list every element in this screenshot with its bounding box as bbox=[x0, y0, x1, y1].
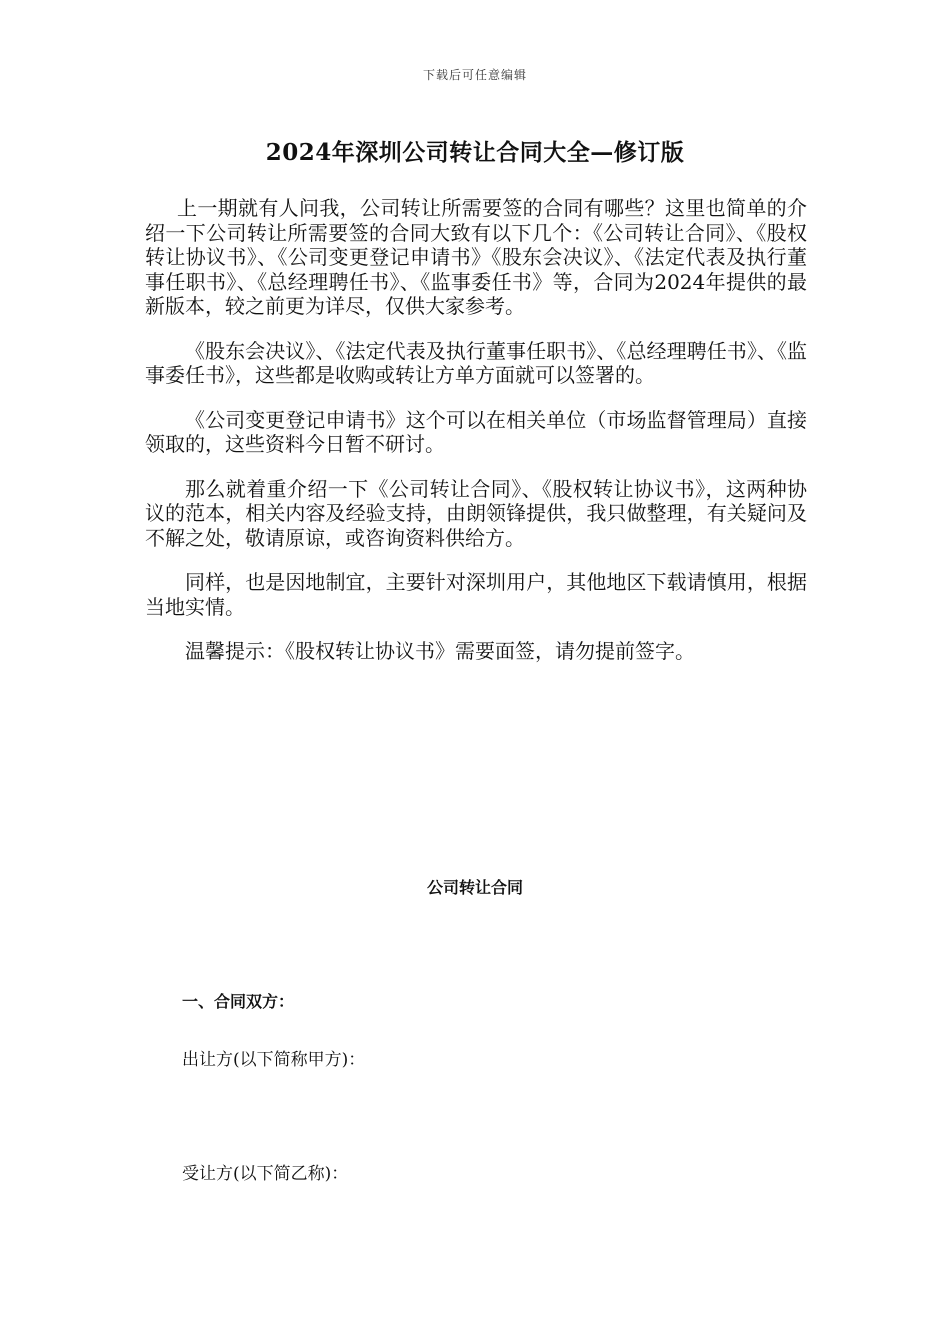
intro-paragraph: 《股东会决议》、《法定代表及执行董事任职书》、《总经理聘任书》、《监事委任书》，这些都是收购或转让方单方面就可以签署的。 bbox=[145, 338, 807, 387]
contract-title: 公司转让合同 bbox=[426, 878, 523, 897]
clause-heading: 一、合同双方： bbox=[182, 992, 295, 1011]
page-header-note: 下载后可任意编辑 bbox=[422, 68, 527, 82]
intro-paragraph: 上一期就有人问我，公司转让所需要签的合同有哪些？这里也简单的介绍一下公司转让所需要签的合同大致有以下几个：《公司转让合同》、《股权转让协议书》、《公司变更登记申请书》《股东会决议》、《法定代表及执行董事任职书》、《总经理聘任书》、《监事委任书》等，合同为2024年提供的最新版本，较之前更为详尽，仅供大家参考。 bbox=[145, 196, 807, 318]
intro-paragraph: 那么就着重介绍一下《公司转让合同》、《股权转让协议书》，这两种协议的范本，相关内容及经验支持，由朗领锋提供，我只做整理，有关疑问及不解之处，敬请原谅，或咨询资料供给方。 bbox=[145, 476, 807, 550]
intro-paragraph: 《公司变更登记申请书》这个可以在相关单位（市场监督管理局）直接领取的，这些资料今日暂不研讨。 bbox=[145, 407, 807, 456]
party-a-label: 出让方(以下简称甲方)： bbox=[182, 1050, 366, 1070]
party-b-label: 受让方(以下简乙称)： bbox=[182, 1164, 349, 1184]
document-title: 2024年深圳公司转让合同大全—修订版 bbox=[265, 139, 685, 166]
intro-paragraph: 温馨提示：《股权转让协议书》需要面签，请勿提前签字。 bbox=[185, 639, 695, 663]
intro-paragraph: 同样，也是因地制宜，主要针对深圳用户，其他地区下载请慎用，根据当地实情。 bbox=[145, 570, 807, 619]
intro-section bbox=[145, 196, 807, 684]
